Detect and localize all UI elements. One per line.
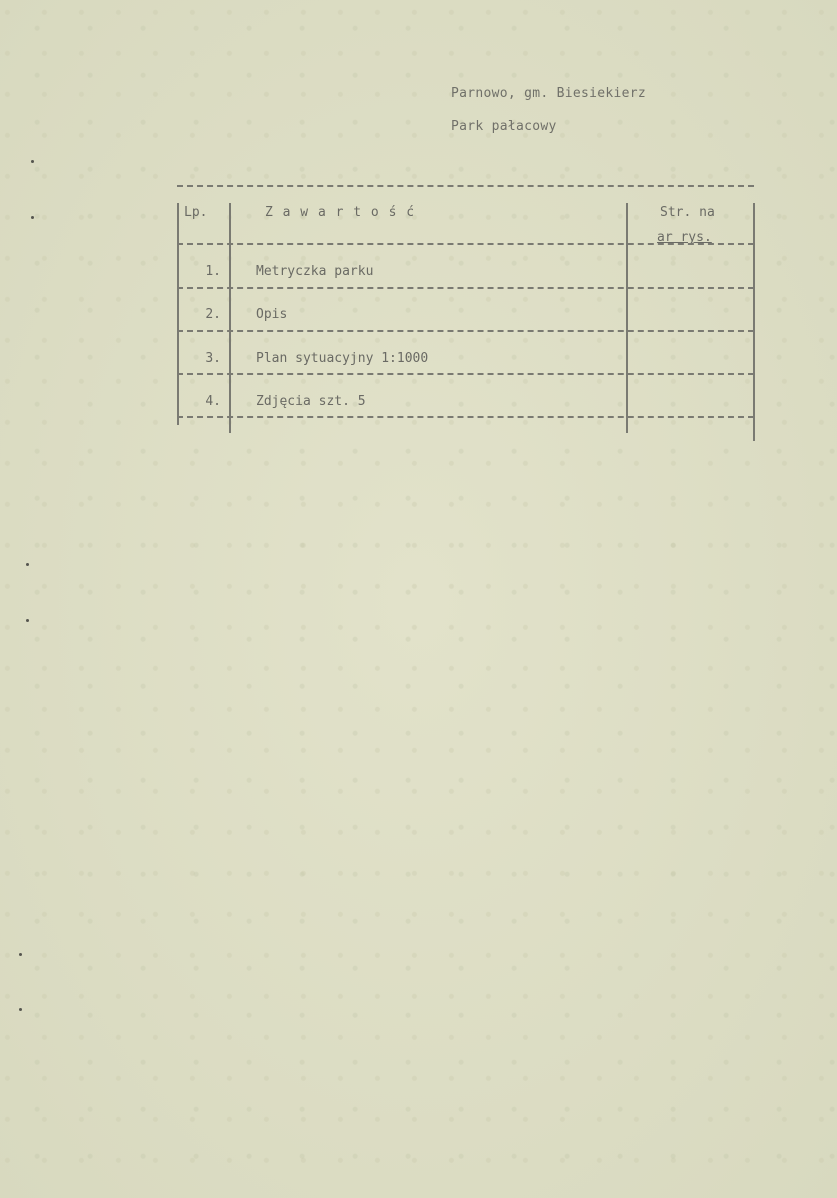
- table-right-border: [753, 203, 755, 441]
- margin-mark: [19, 953, 22, 956]
- header-subject: Park pałacowy: [451, 119, 557, 134]
- row-4-separator: [177, 416, 754, 418]
- margin-mark: [26, 619, 29, 622]
- row-2-number: 2.: [205, 307, 221, 322]
- column-divider-lp: [229, 203, 231, 433]
- margin-mark: [31, 160, 34, 163]
- margin-mark: [31, 216, 34, 219]
- row-3-content: Plan sytuacyjny 1:1000: [256, 351, 429, 366]
- header-separator: [177, 243, 754, 245]
- header-location: Parnowo, gm. Biesiekierz: [451, 86, 647, 101]
- margin-mark: [26, 563, 29, 566]
- column-header-page-line1: Str. na: [660, 205, 715, 220]
- table-left-border: [177, 203, 179, 425]
- row-3-separator: [177, 373, 754, 375]
- column-divider-page: [626, 203, 628, 433]
- row-1-separator: [177, 287, 754, 289]
- column-header-lp: Lp.: [184, 205, 208, 220]
- row-4-number: 4.: [205, 394, 221, 409]
- column-header-content: Z a w a r t o ś ć: [265, 205, 416, 220]
- column-header-page-line2: ar rys.: [657, 230, 712, 245]
- row-2-separator: [177, 330, 754, 332]
- row-1-number: 1.: [205, 264, 221, 279]
- row-1-content: Metryczka parku: [256, 264, 374, 279]
- row-2-content: Opis: [256, 307, 288, 322]
- row-4-content: Zdjęcia szt. 5: [256, 394, 366, 409]
- table-top-border: [177, 185, 754, 187]
- margin-mark: [19, 1008, 22, 1011]
- row-3-number: 3.: [205, 351, 221, 366]
